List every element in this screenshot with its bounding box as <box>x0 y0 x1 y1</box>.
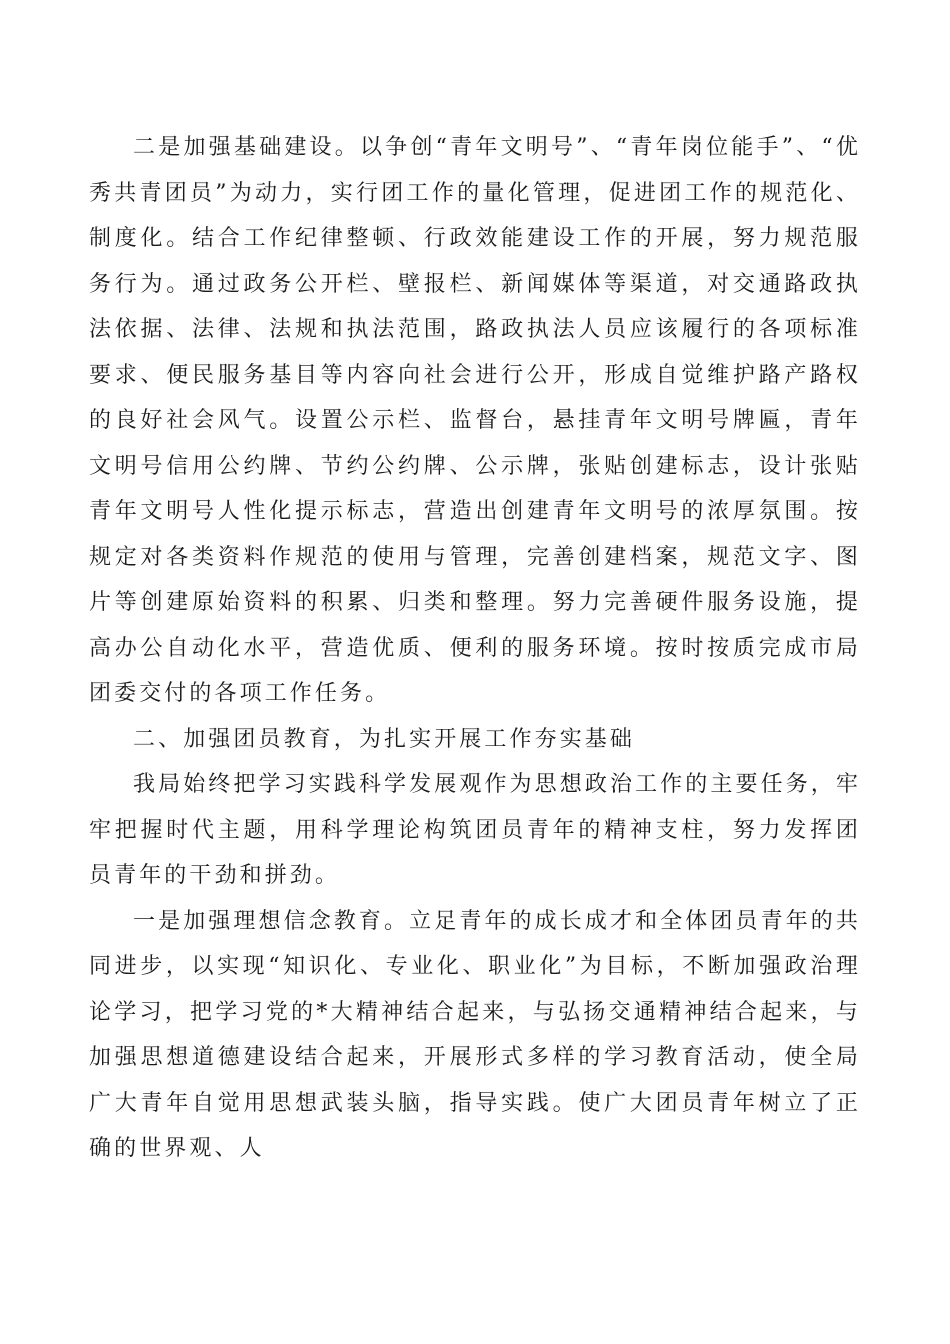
paragraph-ideals-education: 一是加强理想信念教育。立足青年的成长成才和全体团员青年的共同进步，以实现“知识化、专业化、职业化”为目标，不断加强政治理论学习，把学习党的*大精神结合起来，与弘扬交通精神结合起来，与加强思想道德建设结合起来，开展形式多样的学习教育活动，使全局广大青年自觉用思想武装头脑，指导实践。使广大团员青年树立了正确的世界观、人 <box>89 908 861 1161</box>
paragraph-basic-construction: 二是加强基础建设。以争创“青年文明号”、“青年岗位能手”、“优秀共青团员”为动力，实行团工作的量化管理，促进团工作的规范化、制度化。结合工作纪律整顿、行政效能建设工作的开展，努力规范服务行为。通过政务公开栏、壁报栏、新闻媒体等渠道，对交通路政执法依据、法律、法规和执法范围，路政执法人员应该履行的各项标准要求、便民服务基目等内容向社会进行公开，形成自觉维护路产路权的良好社会风气。设置公示栏、监督台，悬挂青年文明号牌匾，青年文明号信用公约牌、节约公约牌、公示牌，张贴创建标志，设计张贴青年文明号人性化提示标志，营造出创建青年文明号的浓厚氛围。按规定对各类资料作规范的使用与管理，完善创建档案，规范文字、图片等创建原始资料的积累、归类和整理。努力完善硬件服务设施，提高办公自动化水平，营造优质、便利的服务环境。按时按质完成市局团委交付的各项工作任务。 <box>89 135 861 706</box>
section-heading-member-education: 二、加强团员教育，为扎实开展工作夯实基础 <box>133 726 636 752</box>
paragraph-study-practice: 我局始终把学习实践科学发展观作为思想政治工作的主要任务，牢牢把握时代主题，用科学理论构筑团员青年的精神支柱，努力发挥团员青年的干劲和拼劲。 <box>89 772 861 888</box>
document-body <box>89 125 861 1172</box>
